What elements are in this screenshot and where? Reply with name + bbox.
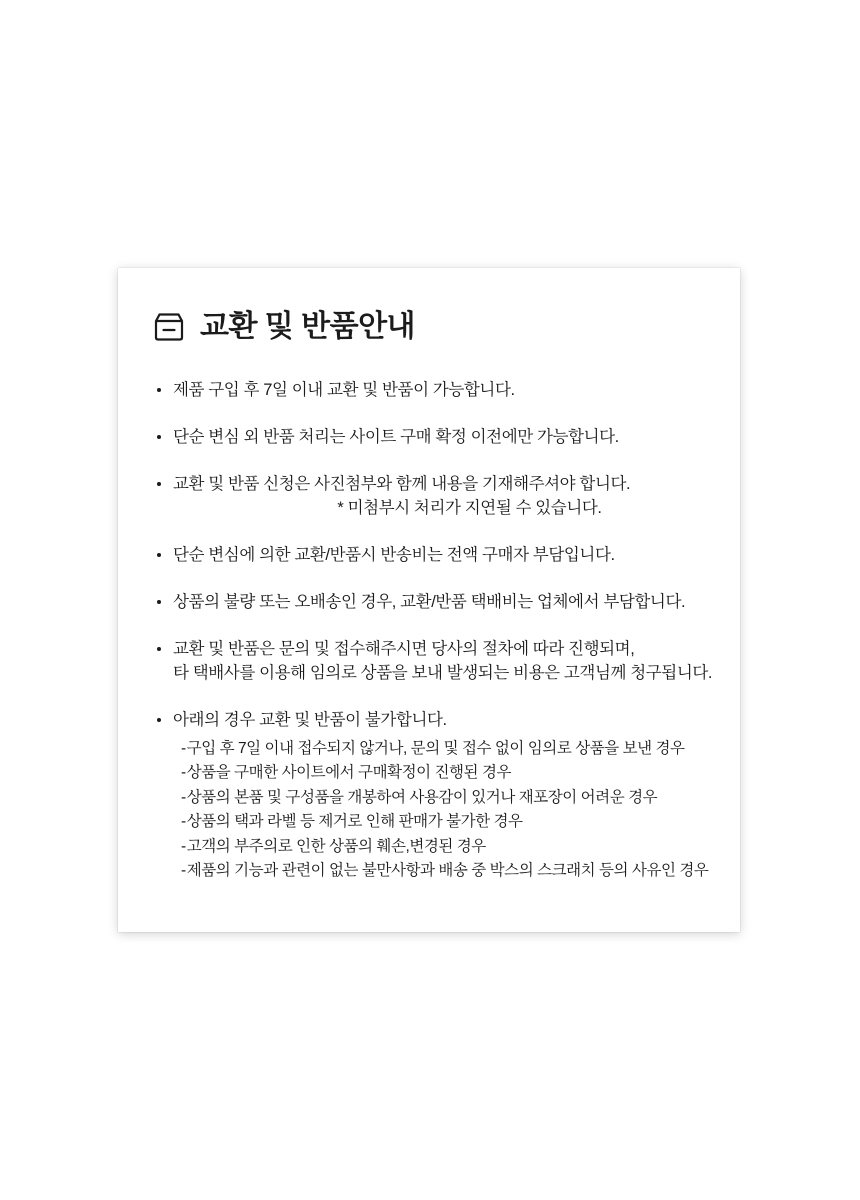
exclusion-item: - 상품의 본품 및 구성품을 개봉하여 사용감이 있거나 재포장이 어려운 경우 (173, 786, 706, 810)
card-content (118, 268, 740, 884)
notice-text: 제품 구입 후 7일 이내 교환 및 반품이 가능합니다. (173, 381, 515, 399)
list-item (152, 590, 706, 615)
exclusion-item: - 상품을 구매한 사이트에서 구매확정이 진행된 경우 (173, 761, 706, 785)
notice-text: 교환 및 반품 신청은 사진첨부와 함께 내용을 기재해주셔야 합니다. (173, 474, 631, 493)
list-item (152, 472, 706, 522)
notice-text: 단순 변심 외 반품 처리는 사이트 구매 확정 이전에만 가능합니다. (173, 427, 619, 446)
list-item (152, 378, 706, 403)
return-policy-card (118, 268, 740, 932)
exclusion-item: - 제품의 기능과 관련이 없는 불만사항과 배송 중 박스의 스크래치 등의 사유인 경우 (173, 859, 706, 883)
list-item (152, 425, 706, 450)
list-item (152, 637, 713, 687)
notice-note: * 미첨부시 처리가 지연될 수 있습니다. (337, 499, 602, 518)
notice-list (152, 378, 713, 884)
exclusion-item: - 구입 후 7일 이내 접수되지 않거나, 문의 및 접수 없이 임의로 상품을 보낸 경우 (173, 737, 706, 761)
notice-text: 단순 변심에 의한 교환/반품시 반송비는 전액 구매자 부담입니다. (173, 546, 615, 564)
exclusion-item: - 고객의 부주의로 인한 상품의 훼손,변경된 경우 (173, 835, 706, 859)
card-header (152, 310, 706, 344)
notice-text: 타 택배사를 이용해 임의로 상품을 보내 발생되는 비용은 고객님께 청구됩니다. (173, 664, 713, 683)
exclusion-item: - 상품의 택과 라벨 등 제거로 인해 판매가 불가한 경우 (173, 810, 706, 834)
package-box-icon (152, 310, 186, 344)
exclusion-list (173, 737, 709, 884)
notice-text: 교환 및 반품은 문의 및 접수해주시면 당사의 절차에 따라 진행되며, (173, 639, 635, 658)
notice-text: 상품의 불량 또는 오배송인 경우, 교환/반품 택배비는 업체에서 부담합니다. (173, 592, 686, 611)
notice-text: 아래의 경우 교환 및 반품이 불가합니다. (173, 711, 447, 729)
list-item (152, 708, 709, 884)
page-title: 교환 및 반품안내 (200, 310, 416, 343)
list-item (152, 543, 706, 568)
